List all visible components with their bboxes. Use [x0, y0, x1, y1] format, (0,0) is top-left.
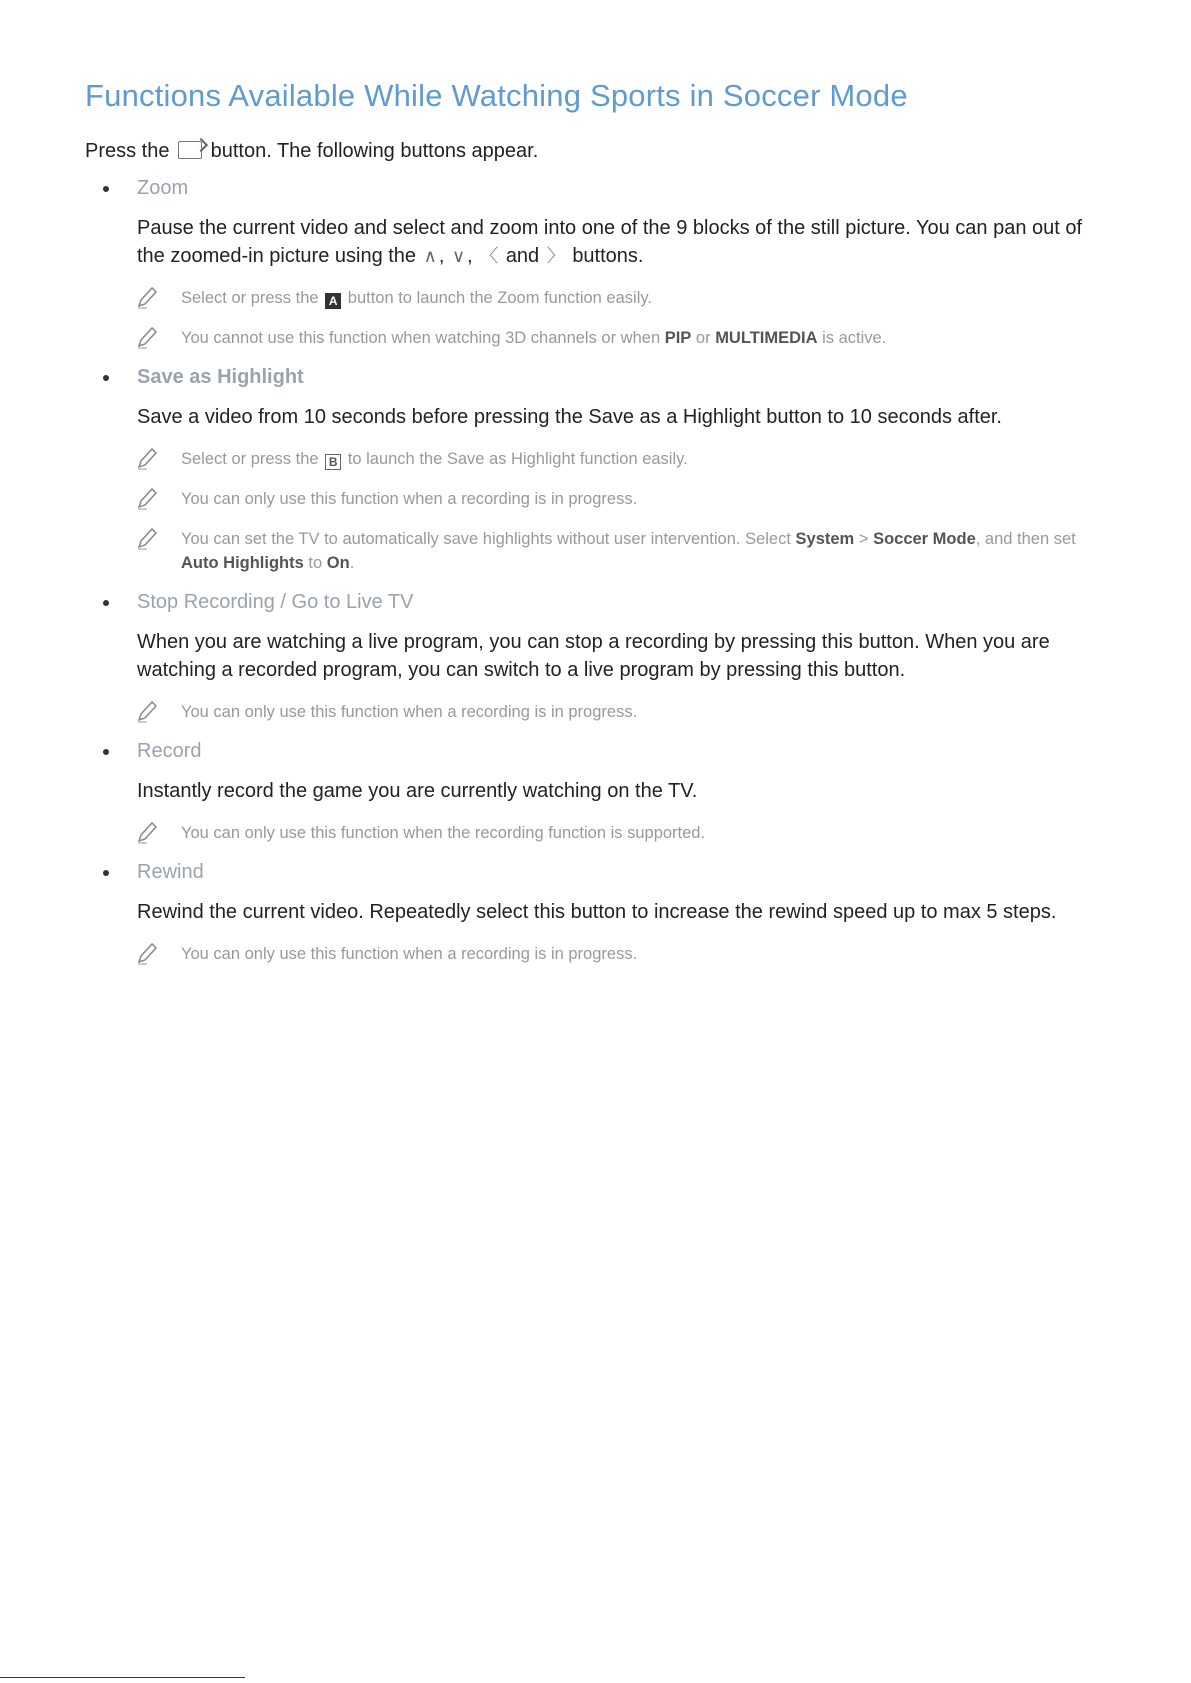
pencil-icon	[135, 324, 159, 350]
section-save-as-highlight	[85, 366, 1115, 575]
note: You cannot use this function when watching 3D channels or when PIP or MULTIMEDIA is active.	[85, 326, 1115, 350]
pencil-icon	[135, 698, 159, 724]
pencil-icon	[135, 485, 159, 511]
section-description: When you are watching a live program, you can stop a recording by pressing this button. When you are watching a recorded program, you can switch to a live program by pressing this button.	[137, 631, 1050, 681]
note: You can only use this function when a recording is in progress.	[85, 487, 1115, 511]
pencil-icon	[135, 284, 159, 310]
left-arrow-icon: 〈	[480, 246, 499, 266]
note: You can only use this function when the recording function is supported.	[85, 821, 1115, 845]
pencil-icon	[135, 819, 159, 845]
section-description: Rewind the current video. Repeatedly select this button to increase the rewind speed up to max 5 steps.	[137, 901, 1057, 923]
page-content	[85, 78, 1115, 982]
right-arrow-icon: 〉	[546, 246, 565, 266]
section-rewind	[85, 861, 1115, 966]
section-description: Instantly record the game you are currently watching on the TV.	[137, 780, 698, 802]
note: You can only use this function when a recording is in progress.	[85, 942, 1115, 966]
pencil-icon	[135, 445, 159, 471]
section-description: Save a video from 10 seconds before pressing the Save as a Highlight button to 10 seconds after.	[137, 406, 1002, 428]
enter-button-icon	[178, 141, 202, 159]
b-key-icon: B	[325, 454, 341, 470]
section-heading: Save as Highlight	[85, 366, 1115, 389]
intro-text: Press the button. The following buttons appear.	[85, 140, 539, 162]
note: You can set the TV to automatically save highlights without user intervention. Select System > Soccer Mode, and then set Auto Highlights to On.	[85, 527, 1115, 575]
footer-divider	[0, 1677, 245, 1678]
bullet-icon	[103, 870, 109, 876]
section-stop-recording	[85, 591, 1115, 724]
section-description: Pause the current video and select and zoom into one of the 9 blocks of the still picture. You can pan out of the zoomed-in picture using the ∧ , ∨ , 〈 and 〉 buttons.	[137, 217, 1083, 267]
bullet-icon	[103, 749, 109, 755]
section-heading: Record	[85, 740, 1115, 763]
section-heading: Zoom	[85, 177, 1115, 200]
a-key-icon: A	[325, 293, 341, 309]
up-arrow-icon: ∧	[423, 246, 437, 266]
note: Select or press the A button to launch the Zoom function easily.	[85, 286, 1115, 310]
section-zoom	[85, 177, 1115, 350]
section-record	[85, 740, 1115, 845]
bullet-icon	[103, 375, 109, 381]
pencil-icon	[135, 525, 159, 551]
section-heading: Rewind	[85, 861, 1115, 884]
note: Select or press the B to launch the Save as Highlight function easily.	[85, 447, 1115, 471]
section-heading: Stop Recording / Go to Live TV	[85, 591, 1115, 614]
note: You can only use this function when a recording is in progress.	[85, 700, 1115, 724]
bullet-icon	[103, 186, 109, 192]
pencil-icon	[135, 940, 159, 966]
page-title: Functions Available While Watching Sports in Soccer Mode	[85, 78, 908, 113]
down-arrow-icon: ∨	[451, 246, 466, 266]
bullet-icon	[103, 600, 109, 606]
